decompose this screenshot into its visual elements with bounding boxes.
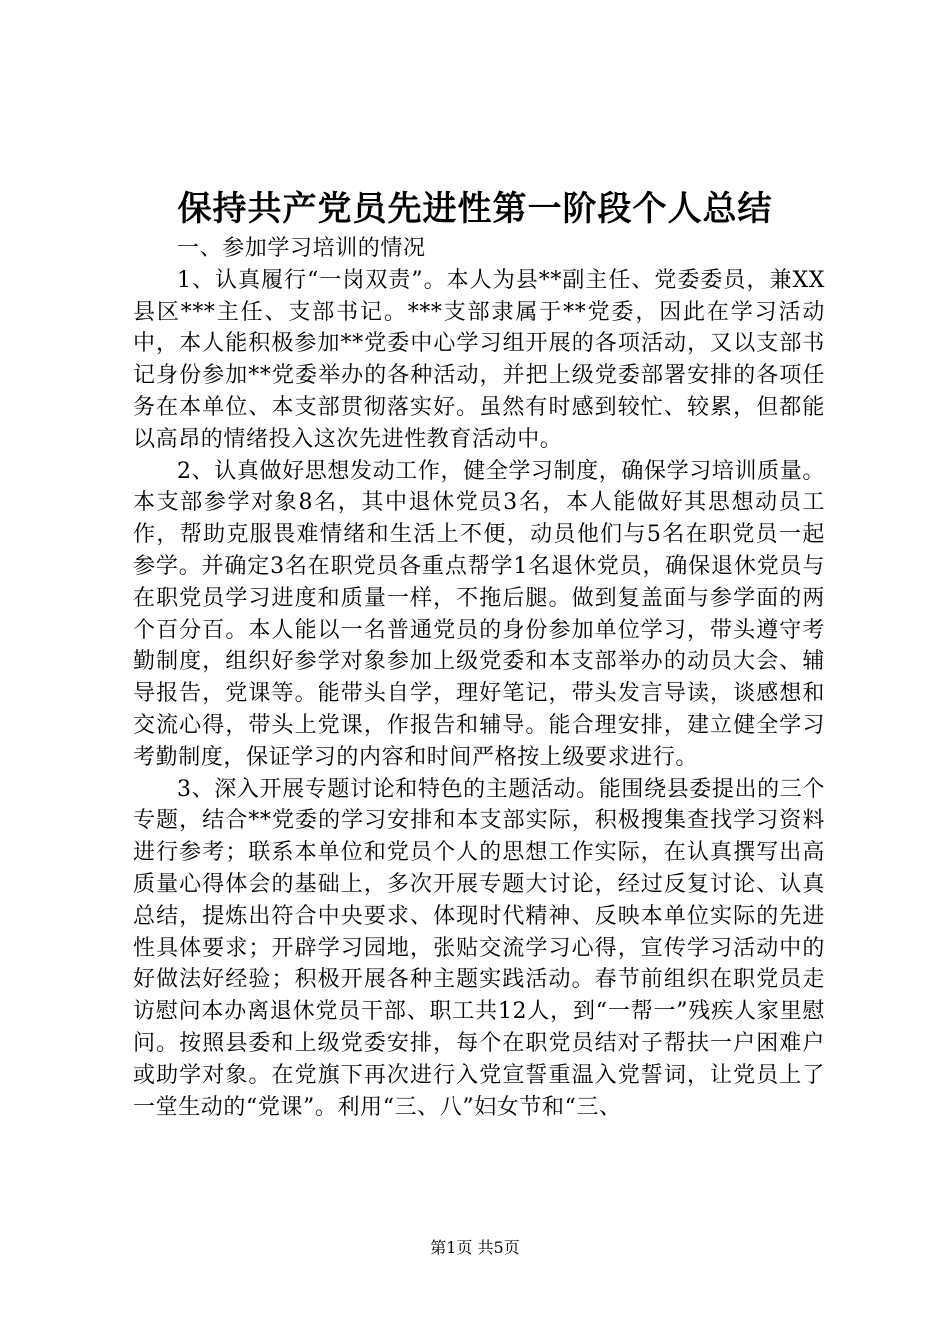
paragraph-3: 3、深入开展专题讨论和特色的主题活动。能围绕县委提出的三个专题，结合**党委的学习安排和本支部实际，积极搜集查找学习资料进行参考；联系本单位和党员个人的思想工作实际，在认真撰写出高质量心得体会的基础上，多次开展专题大讨论，经过反复讨论、认真总结，提炼出符合中央要求、体现时代精神、反映本单位实际的先进性具体要求；开辟学习园地，张贴交流学习心得，宣传学习活动中的好做法好经验；积极开展各种主题实践活动。春节前组织在职党员走访慰问本办离退休党员干部、职工共12人，到“一帮一”残疾人家里慰问。按照县委和上级党委安排，每个在职党员结对子帮扶一户困难户或助学对象。在党旗下再次进行入党宣誓重温入党誓词，让党员上了一堂生动的“党课”。利用“三、八”妇女节和“三、 <box>133 776 825 1120</box>
document-body <box>133 233 825 1123</box>
paragraph-2: 2、认真做好思想发动工作，健全学习制度，确保学习培训质量。本支部参学对象8名，其中退休党员3名，本人能做好其思想动员工作，帮助克服畏难情绪和生活上不便，动员他们与5名在职党员一起参学。并确定3名在职党员各重点帮学1名退休党员，确保退休党员与在职党员学习进度和质量一样，不拖后腿。做到复盖面与参学面的两个百分百。本人能以一名普通党员的身份参加单位学习，带头遵守考勤制度，组织好参学对象参加上级党委和本支部举办的动员大会、辅导报告，党课等。能带头自学，理好笔记，带头发言导读，谈感想和交流心得，带头上党课，作报告和辅导。能合理安排，建立健全学习考勤制度，保证学习的内容和时间严格按上级要求进行。 <box>133 458 825 770</box>
page-number-footer: 第1页 共5页 <box>430 1238 520 1257</box>
paragraph-1: 1、认真履行“一岗双责”。本人为县**副主任、党委委员，兼XX县区***主任、支部书记。***支部隶属于**党委，因此在学习活动中，本人能积极参加**党委中心学习组开展的各项活动，又以支部书记身份参加**党委举办的各种活动，并把上级党委部署安排的各项任务在本单位、本支部贯彻落实好。虽然有时感到较忙、较累，但都能以高昂的情绪投入这次先进性教育活动中。 <box>133 267 825 452</box>
section-heading: 一、参加学习培训的情况 <box>177 236 426 261</box>
page-title: 保持共产党员先进性第一阶段个人总结 <box>177 189 773 229</box>
